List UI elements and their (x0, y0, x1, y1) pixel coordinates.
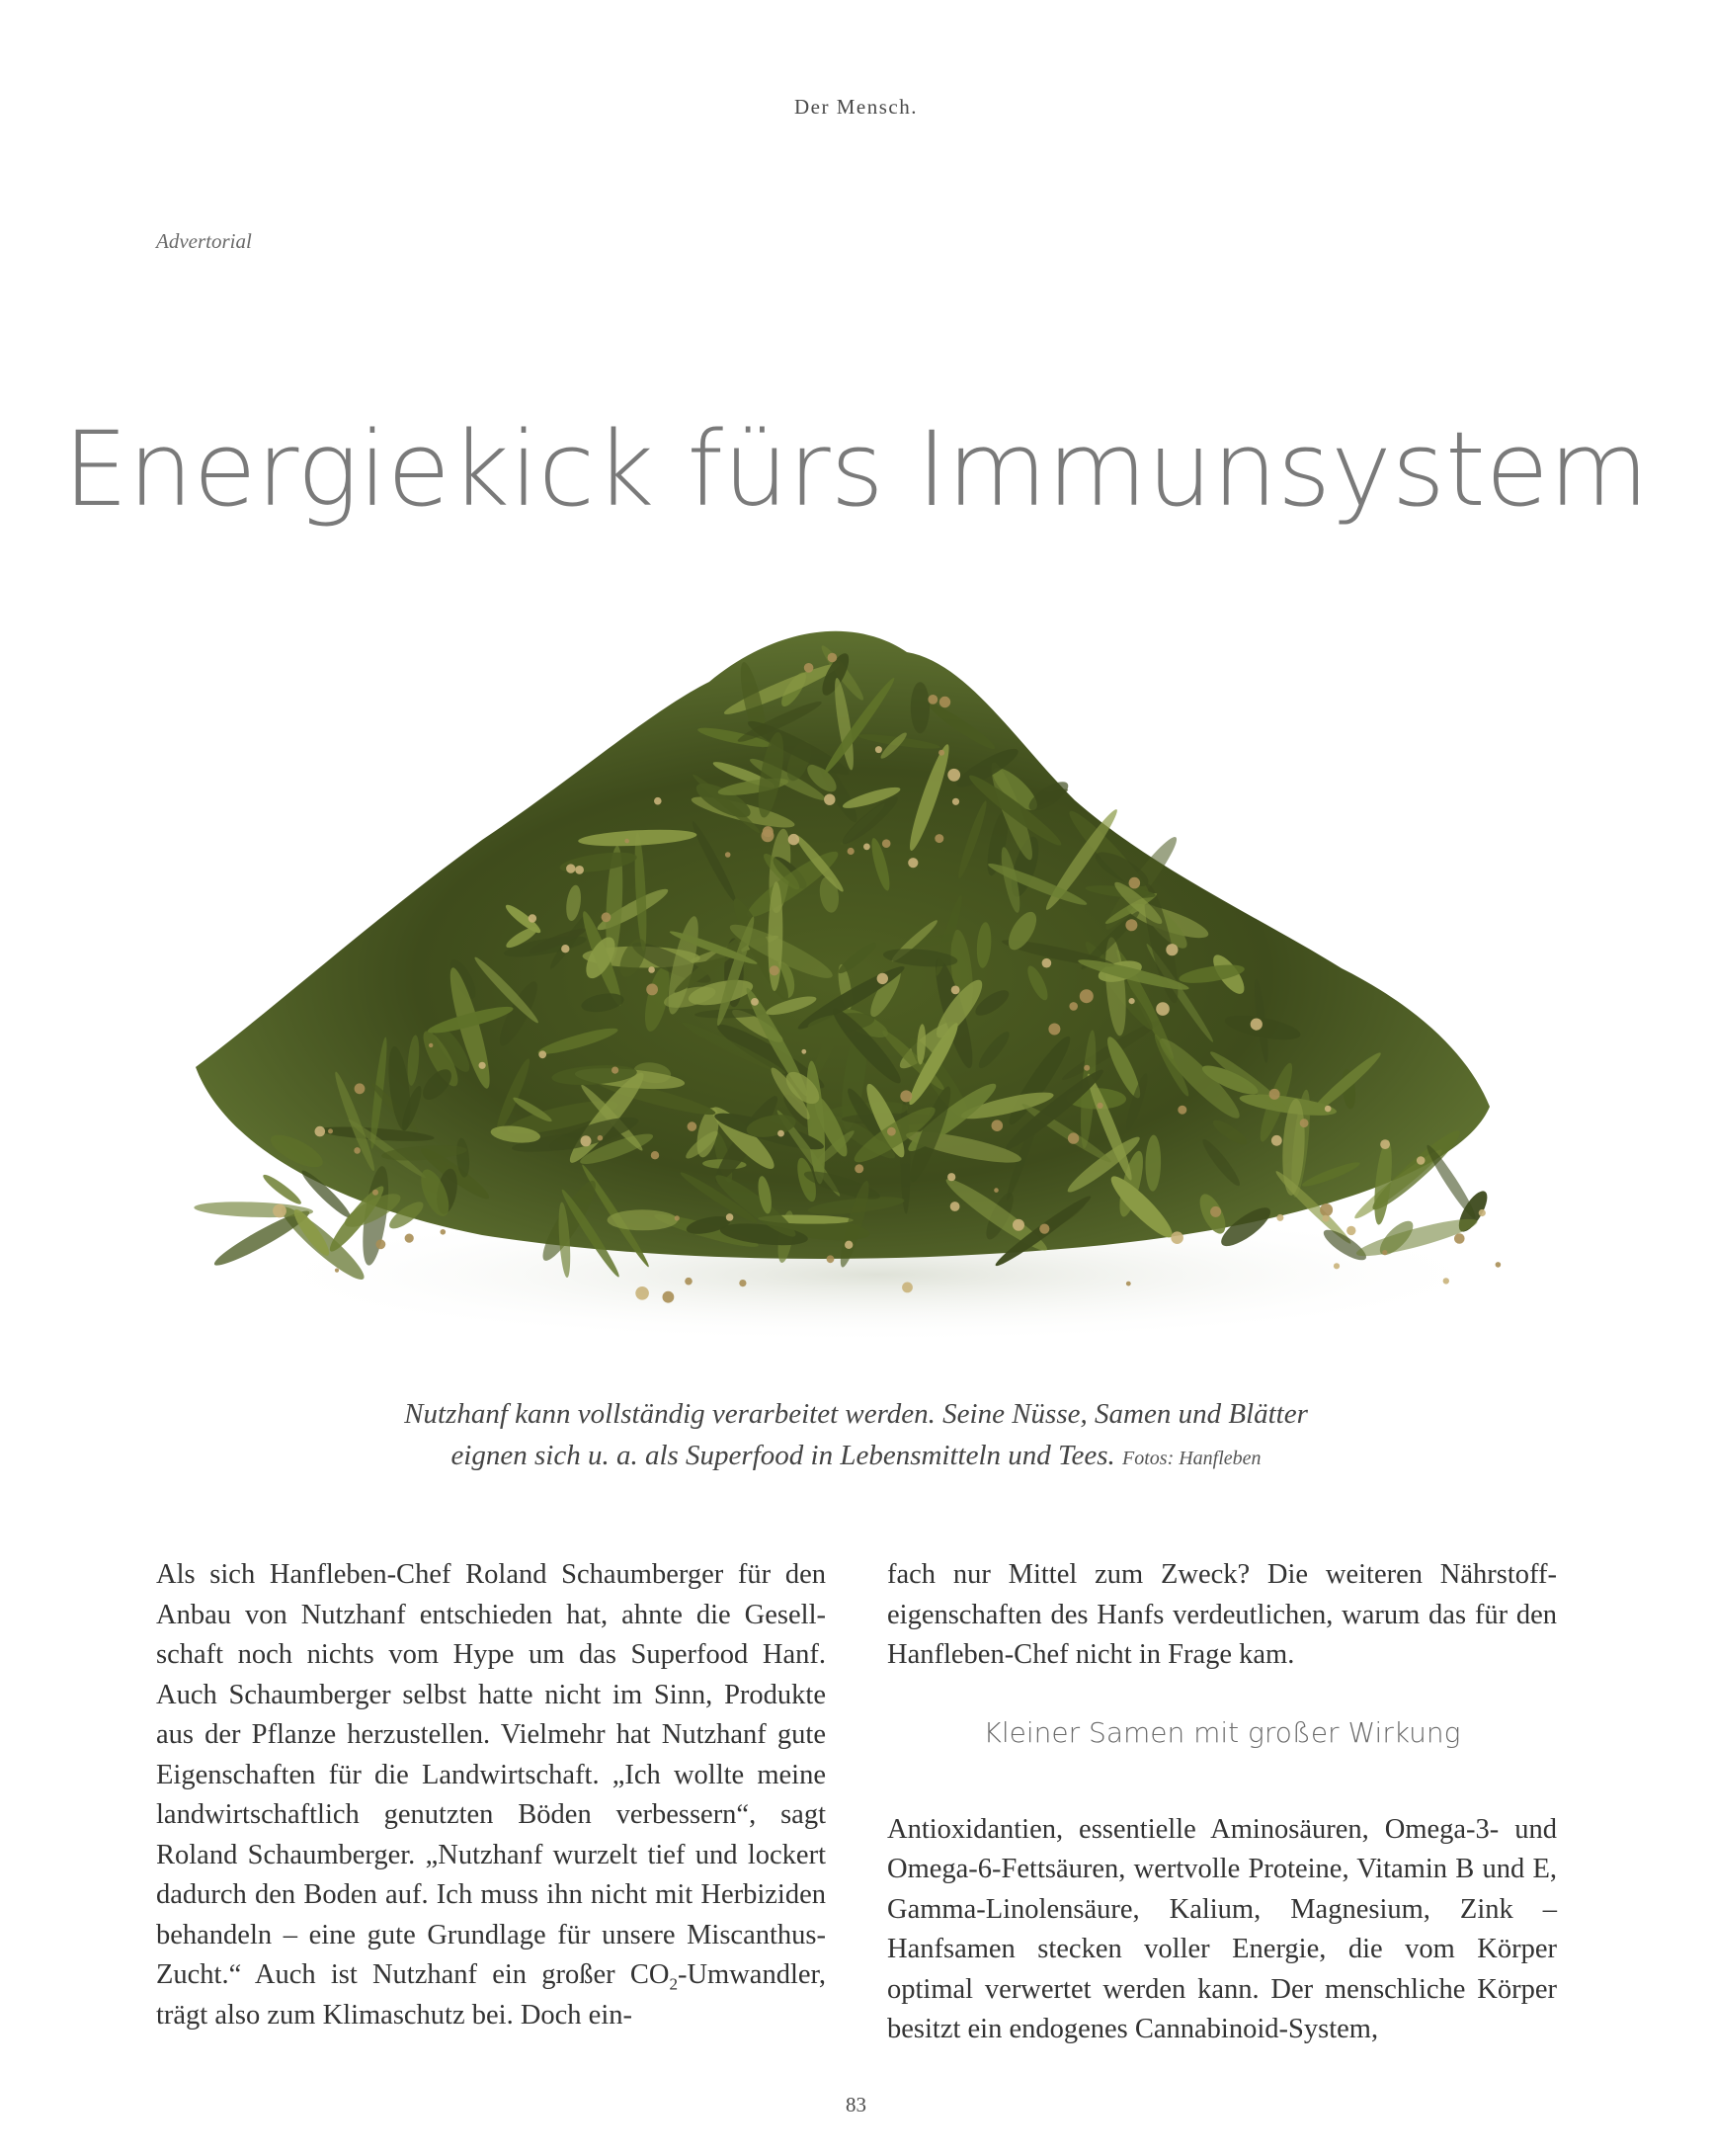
seed-speck (654, 797, 662, 805)
seed-speck (646, 984, 658, 996)
seed-speck (581, 1135, 592, 1146)
seed-speck (845, 1241, 853, 1249)
seed-speck (827, 1255, 835, 1263)
seed-speck (928, 695, 938, 705)
seed-speck (848, 848, 855, 855)
seed-speck (529, 914, 536, 922)
leaf-fragment (261, 1172, 304, 1207)
seed-speck (405, 1234, 414, 1243)
page-number: 83 (846, 2093, 866, 2116)
paragraph-left-1-text: Als sich Hanfleben-Chef Roland Schaumberger für den Anbau von Nutzhanf entschieden hat, ahnte die Gesellschaft noch nichts vom Hype um das Superfood Hanf. Auch Schaumberger selbst hatte nicht im Sinn, Produkte aus der Pflanze herzustellen. Vielmehr hat Nutzhanf gute Eigenschaften für die Landwirtschaft. „Ich wollte meine landwirtschaftlich genutzten Böden verbessern“, sagt Roland Schaumberger. „Nutzhanf wurzelt tief und lockert dadurch den Boden auf. Ich muss ihn nicht mit Herbiziden behandeln – eine gute Grundlage für unsere Miscanthus-Zucht.“ Auch ist Nutzhanf ein großer CO (156, 1559, 826, 1990)
seed-speck (875, 746, 882, 753)
seed-speck (1210, 1206, 1221, 1217)
seed-speck (1069, 1002, 1078, 1011)
seed-speck (663, 1291, 675, 1303)
paragraph-right-1: fach nur Mittel zum Zweck? Die weiteren Nährstoffeigenschaften des Hanfs verdeutlichen, warum das für den Hanfleben-Chef nicht in Frage kam. (887, 1559, 1557, 1670)
seed-speck (1171, 1231, 1183, 1244)
seed-speck (828, 653, 838, 663)
article-title: Energiekick fürs Immunsystem (62, 409, 1650, 530)
seed-speck (1098, 1103, 1103, 1109)
seed-speck (788, 834, 799, 845)
caption-line-2 (0, 1435, 1712, 1479)
seed-speck (726, 1213, 734, 1221)
seed-speck (479, 1062, 486, 1069)
seed-speck (376, 1239, 386, 1249)
seed-speck (751, 998, 759, 1006)
seed-speck (1276, 1214, 1283, 1221)
caption-line-2-text: eignen sich u. a. als Superfood in Lebensmitteln und Tees. (450, 1440, 1115, 1471)
seed-speck (770, 965, 779, 975)
seed-speck (908, 858, 918, 868)
seed-speck (273, 1204, 286, 1218)
seed-speck (1334, 1263, 1340, 1269)
seed-speck (1013, 1219, 1024, 1231)
leaf-fragment (1423, 1142, 1480, 1221)
seed-speck (739, 1280, 746, 1286)
seed-speck (1048, 1024, 1060, 1036)
seed-speck (900, 1090, 912, 1102)
leaf-fragment (911, 682, 930, 733)
paragraph-right-2: Antioxidantien, essentielle Aminosäuren, Omega-3- und Omega-6-Fettsäuren, wertvolle Proteine, Vitamin B und E, Gamma-Linolensäure, Kalium, Magnesium, Zink – Hanfsamen stecken voller Energie, die vom Körper optimal verwertet werden kann. Der menschliche Körper besitzt ein endogenes Cannabinoid-System, (887, 1813, 1557, 2044)
seed-speck (1129, 877, 1141, 889)
seed-speck (1269, 1089, 1280, 1100)
seed-speck (1068, 1132, 1079, 1143)
seed-speck (1496, 1262, 1502, 1268)
seed-speck (938, 750, 944, 756)
photo-credit: Fotos: Hanfleben (1122, 1448, 1262, 1469)
seed-speck (1382, 1250, 1387, 1255)
seed-speck (1125, 919, 1137, 931)
seed-speck (1417, 1156, 1426, 1165)
seed-speck (1251, 1019, 1263, 1031)
seed-speck (863, 844, 870, 851)
seed-speck (1178, 1106, 1186, 1115)
seed-speck (947, 1173, 955, 1181)
seed-speck (887, 1127, 896, 1136)
seed-speck (635, 1286, 649, 1300)
column-right (887, 1555, 1557, 2050)
seed-speck (315, 1126, 326, 1137)
seed-speck (947, 769, 960, 782)
seed-speck (1166, 944, 1178, 955)
seed-speck (1479, 1209, 1486, 1216)
seed-speck (824, 794, 835, 805)
seed-speck (675, 1215, 680, 1220)
seed-speck (762, 829, 774, 842)
seed-speck (877, 973, 888, 984)
seed-speck (951, 986, 960, 995)
subheading: Kleiner Samen mit großer Wirkung (983, 1715, 1461, 1749)
seed-speck (335, 1269, 339, 1273)
running-head: Der Mensch. (794, 95, 918, 119)
seed-speck (651, 1151, 659, 1159)
caption-line-1: Nutzhanf kann vollständig verarbeitet werden. Seine Nüsse, Samen und Blätter (404, 1398, 1308, 1430)
seed-speck (855, 1164, 863, 1173)
seed-speck (882, 839, 891, 848)
seed-speck (1156, 1002, 1170, 1016)
seed-speck (725, 852, 731, 858)
leaf-fragment (608, 1209, 678, 1230)
seed-speck (602, 912, 611, 922)
seed-speck (566, 864, 575, 872)
seed-speck (1039, 1224, 1049, 1234)
seed-speck (538, 1050, 546, 1058)
seed-speck (611, 1067, 618, 1074)
section-label: Advertorial (156, 229, 252, 253)
seed-speck (952, 798, 959, 805)
seed-speck (685, 1278, 693, 1285)
seed-speck (598, 1135, 604, 1141)
seed-speck (994, 1188, 999, 1193)
seed-speck (624, 839, 629, 844)
hemp-illustration (156, 593, 1557, 1383)
seed-speck (804, 663, 814, 673)
seed-speck (1325, 1106, 1332, 1113)
seed-speck (328, 1128, 333, 1133)
seed-speck (935, 834, 943, 843)
seed-speck (561, 945, 569, 953)
seed-speck (1300, 1119, 1309, 1127)
paragraph-left-1 (156, 1555, 826, 2035)
seed-speck (1126, 1282, 1131, 1286)
seed-speck (429, 1043, 433, 1047)
seed-speck (801, 1049, 806, 1054)
seed-speck (992, 1119, 1004, 1131)
co2-subscript: 2 (669, 1974, 678, 1994)
seed-speck (777, 1130, 784, 1137)
seed-speck (354, 1147, 361, 1154)
seed-speck (1320, 1203, 1333, 1216)
seed-speck (688, 1121, 697, 1131)
seed-speck (902, 1283, 913, 1293)
seed-speck (372, 1190, 378, 1196)
seed-speck (1271, 1135, 1282, 1146)
seed-speck (1080, 989, 1094, 1003)
column-left (156, 1555, 826, 2035)
seed-speck (1323, 1215, 1330, 1222)
seed-speck (441, 1229, 447, 1235)
seed-speck (1042, 958, 1052, 968)
seed-speck (1443, 1278, 1449, 1284)
seed-speck (355, 1083, 366, 1094)
photo-caption (0, 1393, 1712, 1479)
seed-speck (1084, 1065, 1090, 1071)
hemp-photo (156, 593, 1557, 1383)
seed-speck (575, 866, 584, 874)
seed-speck (648, 966, 655, 973)
seed-speck (1380, 1139, 1390, 1149)
seed-speck (950, 1202, 960, 1211)
seed-speck (939, 697, 950, 707)
seed-speck (1454, 1233, 1465, 1244)
seed-speck (1346, 1226, 1355, 1235)
seed-speck (1129, 998, 1135, 1004)
paragraph-left-1-end: -Umwandler, trägt also zum Klimaschutz bei. Doch ein- (156, 1959, 826, 2031)
